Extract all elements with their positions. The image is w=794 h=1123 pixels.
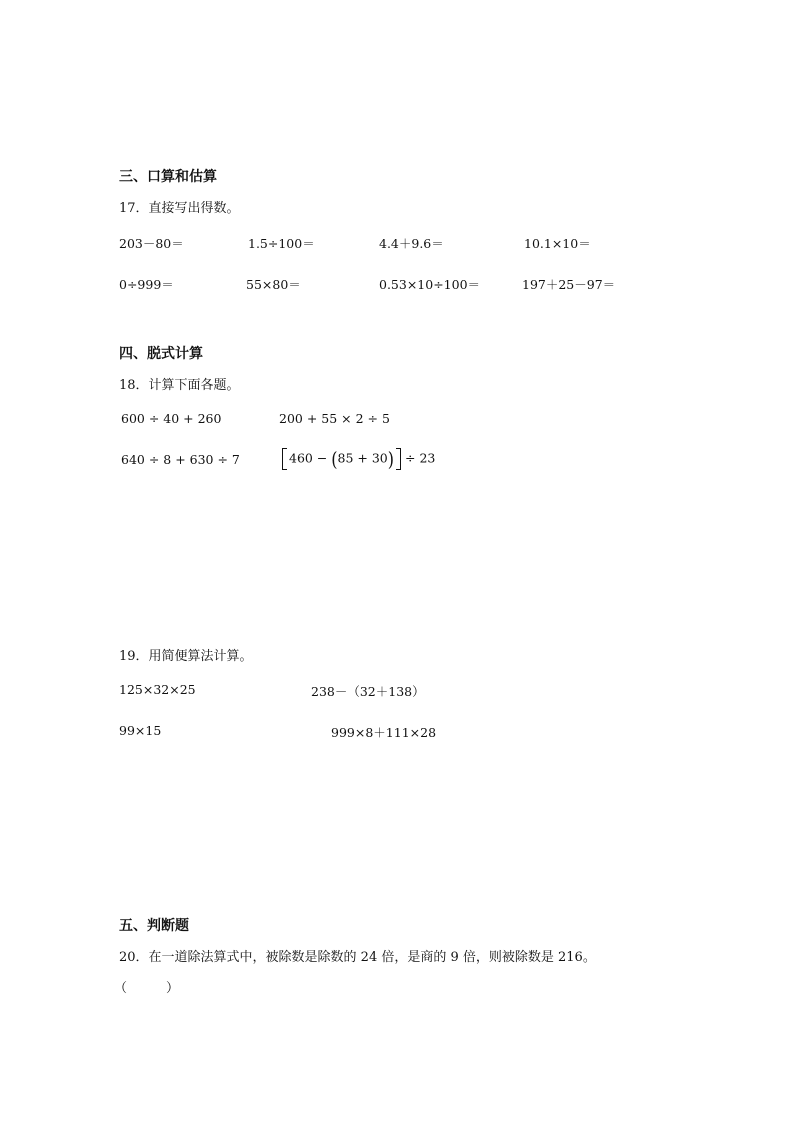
q19-expression-2: 238－（32＋138）	[311, 684, 425, 699]
question-18-prompt: 18．计算下面各题。	[119, 378, 240, 393]
question-20-prompt: 20．在一道除法算式中，被除数是除数的 24 倍，是商的 9 倍，则被除数是 216。	[119, 950, 596, 965]
q17-item-4: 10.1×10＝	[524, 236, 591, 251]
q17-item-3: 4.4＋9.6＝	[379, 236, 444, 251]
q17-item-7: 0.53×10÷100＝	[379, 277, 481, 292]
q17-item-8: 197＋25－97＝	[522, 277, 616, 292]
q19-expression-1: 125×32×25	[119, 682, 196, 697]
q18-expression-3: 640 ÷ 8 + 630 ÷ 7	[121, 452, 240, 467]
section-heading-oral: 三、口算和估算	[119, 169, 217, 185]
q17-item-1: 203－80＝	[119, 236, 184, 251]
section-heading-judgement: 五、判断题	[119, 918, 189, 934]
right-paren: )	[387, 447, 395, 471]
q18-expression-4	[282, 448, 435, 470]
q17-item-5: 0÷999＝	[119, 277, 174, 292]
left-paren: (	[331, 447, 338, 471]
q19-expression-3: 99×15	[119, 723, 162, 738]
right-square-bracket	[396, 448, 401, 470]
section-heading-stepwise: 四、脱式计算	[119, 346, 203, 362]
q19-expression-4: 999×8＋111×28	[331, 725, 437, 740]
q18-expression-1: 600 ÷ 40 + 260	[121, 411, 222, 426]
q17-item-6: 55×80＝	[246, 277, 301, 292]
question-19-prompt: 19．用简便算法计算。	[119, 649, 253, 664]
left-square-bracket	[282, 448, 287, 470]
answer-blank[interactable]: （ ）	[114, 981, 180, 996]
expr4-part-a: 460 −	[289, 450, 332, 466]
q17-item-2: 1.5÷100＝	[248, 236, 315, 251]
expr4-part-c: ÷ 23	[405, 450, 436, 466]
q18-expression-2: 200 + 55 × 2 ÷ 5	[279, 411, 390, 426]
expr4-part-b: 85 + 30	[337, 450, 388, 466]
question-17-prompt: 17．直接写出得数。	[119, 201, 240, 216]
